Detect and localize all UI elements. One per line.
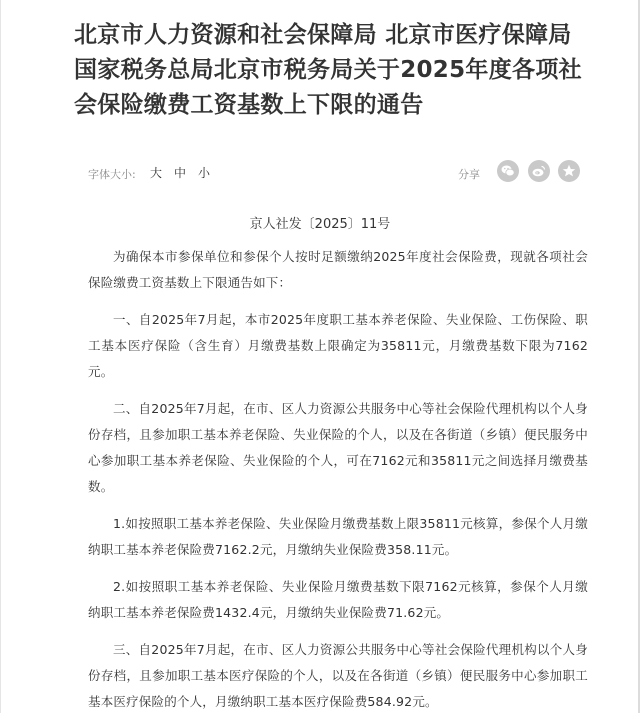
article-toolbar — [88, 158, 588, 188]
paragraph-item-1: 1.如按照职工基本养老保险、失业保险月缴费基数上限35811元核算，参保个人月缴纳职工基本养老保险费7162.2元，月缴纳失业保险费358.11元。 — [88, 516, 588, 557]
font-size-label: 字体大小: — [88, 168, 136, 181]
wechat-icon[interactable] — [497, 160, 519, 182]
share-label: 分享 — [458, 168, 480, 181]
collect-icon[interactable] — [558, 160, 580, 182]
paragraph-item-2: 2.如按照职工基本养老保险、失业保险月缴费基数下限7162元核算，参保个人月缴纳职工基本养老保险费1432.4元，月缴纳失业保险费71.62元。 — [88, 579, 588, 620]
paragraph-section-1: 一、自2025年7月起，本市2025年度职工基本养老保险、失业保险、工伤保险、职工基本医疗保险（含生育）月缴费基数上限确定为35811元，月缴费基数下限为7162元。 — [88, 312, 588, 379]
article-body — [88, 244, 588, 726]
font-size-large-button[interactable]: 大 — [150, 166, 163, 180]
article-title: 北京市人力资源和社会保障局 北京市医疗保障局 国家税务总局北京市税务局关于2025年度各项社会保险缴费工资基数上下限的通告 — [74, 22, 582, 118]
font-size-small-button[interactable]: 小 — [198, 166, 211, 180]
paragraph-intro: 为确保本市参保单位和参保个人按时足额缴纳2025年度社会保险费，现就各项社会保险缴费工资基数上下限通告如下： — [88, 249, 588, 290]
weibo-icon[interactable] — [528, 160, 550, 182]
paragraph-section-2: 二、自2025年7月起，在市、区人力资源公共服务中心等社会保险代理机构以个人身份存档，且参加职工基本养老保险、失业保险的个人，以及在各街道（乡镇）便民服务中心参加职工基本养老保险、失业保险的个人，可在7162元和35811元之间选择月缴费基数。 — [88, 401, 588, 494]
font-size-medium-button[interactable]: 中 — [174, 166, 187, 180]
document-number: 京人社发〔2025〕11号 — [249, 217, 391, 232]
paragraph-section-3: 三、自2025年7月起，在市、区人力资源公共服务中心等社会保险代理机构以个人身份存档，且参加职工基本医疗保险的个人，以及在各街道（乡镇）便民服务中心参加职工基本医疗保险的个人，月缴纳职工基本医疗保险费584.92元。 — [88, 642, 588, 709]
page-border-left — [0, 0, 1, 713]
